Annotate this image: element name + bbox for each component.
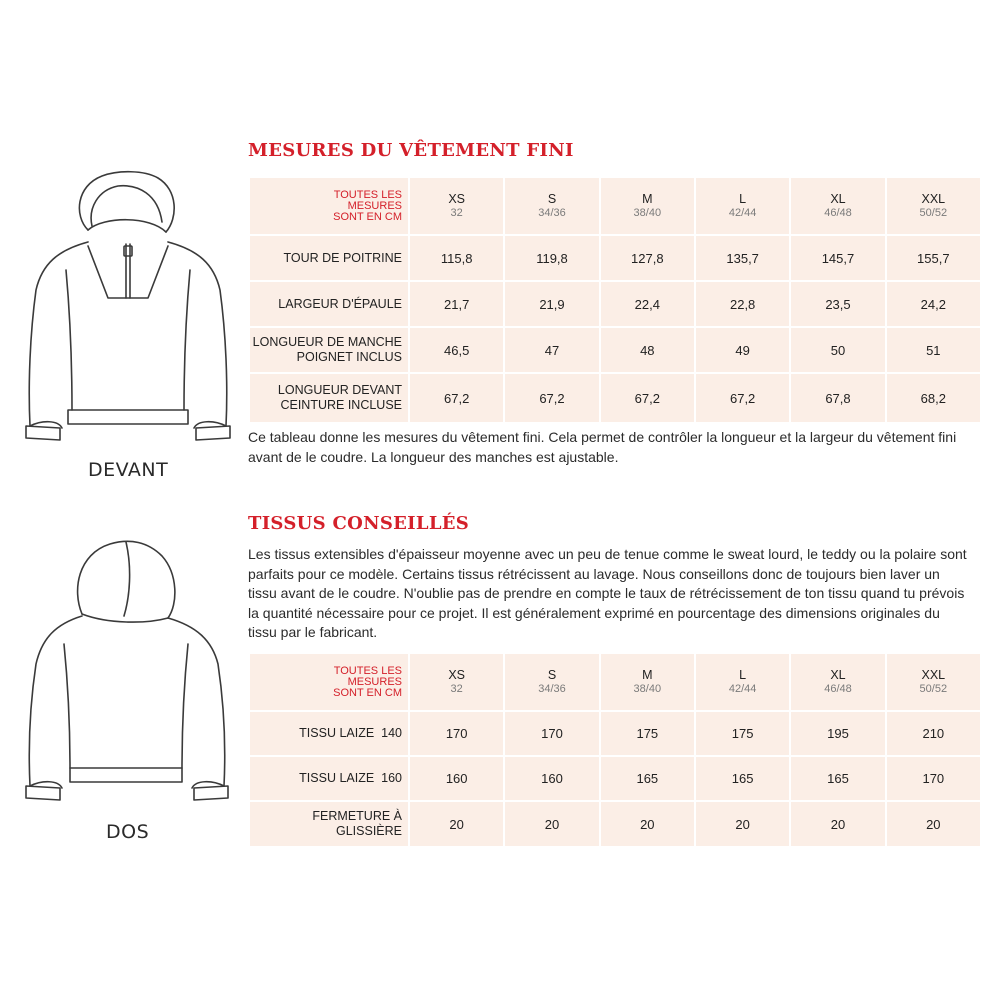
fabrics-intro: Les tissus extensibles d'épaisseur moyenne avec un peu de tenue comme le sweat lourd, le teddy ou la polaire sont parfaits pour ce modèle. Certains tissus rétrécissent au lavage. Nous conseillons donc de toujours bien laver un tissu avant de le coudre. N'oublie pas de prendre en compte le taux de rétrécissement de ton tissu quand tu prévois la quantité nécessaire pour ce projet. Il est généralement exprimé en pourcentage des dimensions originales du tissu par le fabricant.: [248, 546, 967, 640]
finished-garment-title: MESURES DU VÊTEMENT FINI: [248, 140, 574, 161]
table-cell: 49: [695, 327, 790, 373]
back-view-label: DOS: [106, 821, 150, 843]
row-label: LARGEUR D'ÉPAULE: [249, 281, 409, 327]
table-cell: 21,9: [504, 281, 599, 327]
table-cell: 165: [600, 756, 695, 801]
table-cell: 165: [790, 756, 885, 801]
table-cell: 21,7: [409, 281, 504, 327]
table-row: [249, 711, 981, 756]
table-cell: 127,8: [600, 235, 695, 281]
table-cell: 22,4: [600, 281, 695, 327]
table-row: [249, 801, 981, 847]
measurements-note: Ce tableau donne les mesures du vêtement fini. Cela permet de contrôler la longueur et la largeur du vêtement fini avant de le coudre. La longueur des manches est ajustable.: [248, 429, 957, 465]
table-row: [249, 373, 981, 423]
table-row: [249, 281, 981, 327]
table-cell: 170: [409, 711, 504, 756]
table-cell: 20: [695, 801, 790, 847]
size-header-row: [249, 653, 981, 711]
table-cell: 119,8: [504, 235, 599, 281]
row-label: TISSU LAIZE 140: [249, 711, 409, 756]
size-col-l: L 42/44: [695, 177, 790, 235]
table-cell: 165: [695, 756, 790, 801]
table-cell: 50: [790, 327, 885, 373]
table-row: [249, 235, 981, 281]
table-cell: 155,7: [886, 235, 981, 281]
finished-measurements-table: [248, 176, 982, 424]
table-cell: 145,7: [790, 235, 885, 281]
table-cell: 67,8: [790, 373, 885, 423]
hoodie-back-illustration: [18, 534, 233, 809]
table-cell: 48: [600, 327, 695, 373]
table-cell: 20: [886, 801, 981, 847]
recommended-fabrics-title: TISSUS CONSEILLÉS: [248, 513, 470, 534]
table-cell: 20: [600, 801, 695, 847]
table-cell: 20: [409, 801, 504, 847]
table-cell: 67,2: [600, 373, 695, 423]
units-note: TOUTES LES MESURES SONT EN CM: [249, 653, 409, 711]
table-cell: 23,5: [790, 281, 885, 327]
units-note: TOUTES LES MESURES SONT EN CM: [249, 177, 409, 235]
table-row: [249, 327, 981, 373]
table-cell: 115,8: [409, 235, 504, 281]
size-col-s: S 34/36: [504, 653, 599, 711]
table-cell: 170: [504, 711, 599, 756]
table-cell: 47: [504, 327, 599, 373]
size-col-xxl: XXL 50/52: [886, 653, 981, 711]
size-col-l: L 42/44: [695, 653, 790, 711]
table-cell: 22,8: [695, 281, 790, 327]
size-col-m: M 38/40: [600, 653, 695, 711]
size-col-xs: XS 32: [409, 177, 504, 235]
size-col-xl: XL 46/48: [790, 177, 885, 235]
row-label: LONGUEUR DE MANCHE POIGNET INCLUS: [249, 327, 409, 373]
front-view-label: DEVANT: [88, 459, 169, 481]
table-cell: 51: [886, 327, 981, 373]
row-label: TOUR DE POITRINE: [249, 235, 409, 281]
size-col-xs: XS 32: [409, 653, 504, 711]
table-cell: 68,2: [886, 373, 981, 423]
table-cell: 175: [600, 711, 695, 756]
table-cell: 160: [504, 756, 599, 801]
table-cell: 175: [695, 711, 790, 756]
table-cell: 20: [504, 801, 599, 847]
table-cell: 46,5: [409, 327, 504, 373]
table-cell: 67,2: [504, 373, 599, 423]
table-cell: 24,2: [886, 281, 981, 327]
row-label: TISSU LAIZE 160: [249, 756, 409, 801]
table-cell: 160: [409, 756, 504, 801]
fabric-quantities-table: [248, 652, 982, 848]
table-cell: 195: [790, 711, 885, 756]
table-cell: 20: [790, 801, 885, 847]
row-label: LONGUEUR DEVANT CEINTURE INCLUSE: [249, 373, 409, 423]
table-cell: 67,2: [409, 373, 504, 423]
size-col-m: M 38/40: [600, 177, 695, 235]
size-col-xl: XL 46/48: [790, 653, 885, 711]
size-col-s: S 34/36: [504, 177, 599, 235]
size-col-xxl: XXL 50/52: [886, 177, 981, 235]
size-header-row: [249, 177, 981, 235]
table-cell: 170: [886, 756, 981, 801]
table-cell: 135,7: [695, 235, 790, 281]
row-label: FERMETURE À GLISSIÈRE: [249, 801, 409, 847]
table-cell: 67,2: [695, 373, 790, 423]
hoodie-front-illustration: [18, 164, 233, 454]
table-row: [249, 756, 981, 801]
table-cell: 210: [886, 711, 981, 756]
